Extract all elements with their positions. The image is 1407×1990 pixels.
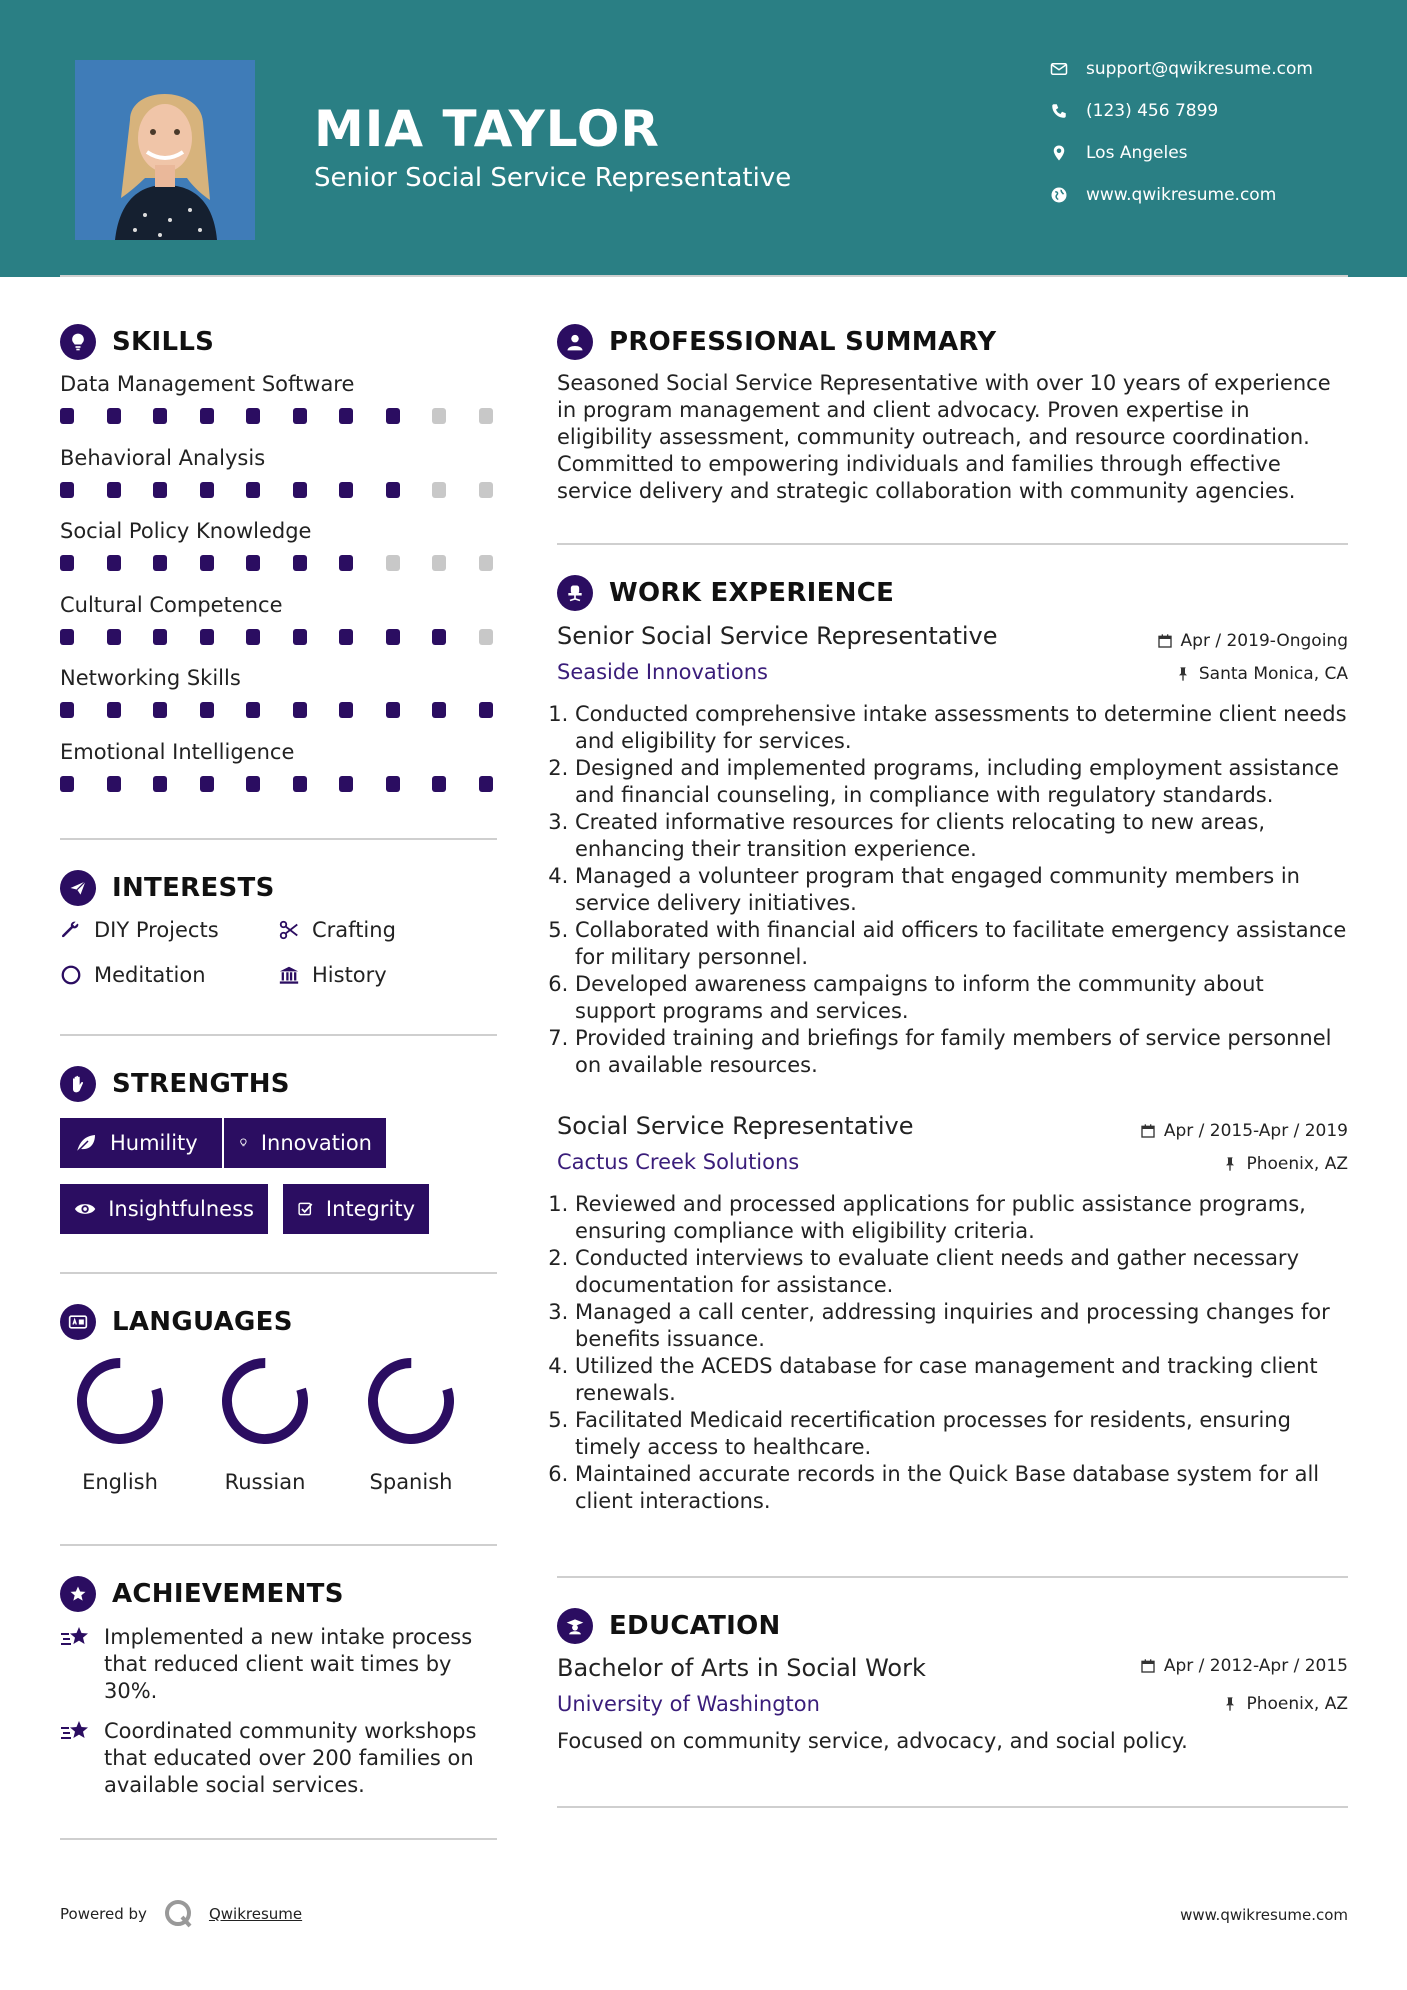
strengths-heading xyxy=(60,1066,290,1102)
achievements-divider xyxy=(60,1838,497,1840)
skill-dot-filled xyxy=(339,702,353,718)
skill-dot-empty xyxy=(432,555,446,571)
skill-dot-filled xyxy=(246,482,260,498)
skill-dot-filled xyxy=(200,555,214,571)
skill-dot-filled xyxy=(339,482,353,498)
interest-label: History xyxy=(312,963,387,987)
skill-dot-filled xyxy=(60,408,74,424)
skill-dot-filled xyxy=(200,482,214,498)
interest-label: Meditation xyxy=(94,963,206,987)
job-location-text: Phoenix, AZ xyxy=(1246,1154,1348,1174)
language-name: Russian xyxy=(224,1470,306,1494)
education-heading xyxy=(557,1608,781,1644)
skill-dot-empty xyxy=(432,408,446,424)
job-bullet: 4. Utilized the ACEDS database for case management and tracking client renewals. xyxy=(575,1353,1348,1407)
skill-dot-filled xyxy=(339,629,353,645)
achievement-text: Coordinated community workshops that educated over 200 families on available social services. xyxy=(104,1719,477,1797)
education-divider xyxy=(557,1806,1348,1808)
skill-dot-empty xyxy=(479,629,493,645)
skill-level-dots xyxy=(60,482,497,498)
phone-icon xyxy=(1050,102,1068,120)
skill-dot-filled xyxy=(107,482,121,498)
achievement-item xyxy=(60,1624,497,1705)
skill-dot-filled xyxy=(386,702,400,718)
skill-dot-filled xyxy=(479,776,493,792)
contact-website[interactable] xyxy=(1050,185,1276,205)
skill-dot-filled xyxy=(200,776,214,792)
language-item xyxy=(210,1356,320,1494)
language-progress-arc xyxy=(75,1356,165,1446)
strengths-title: STRENGTHS xyxy=(112,1069,290,1099)
eye-icon xyxy=(74,1197,96,1221)
strength-label: Humility xyxy=(110,1131,198,1155)
job-bullet: 3. Managed a call center, addressing inquiries and processing changes for benefits issuance. xyxy=(575,1299,1348,1353)
job-bullet: 6. Developed awareness campaigns to inform the community about support programs and services. xyxy=(575,971,1348,1025)
language-progress-ring xyxy=(75,1356,165,1446)
strength-tag xyxy=(224,1118,386,1168)
skill-dot-filled xyxy=(153,482,167,498)
footer-brand-link[interactable]: Qwikresume xyxy=(208,1905,303,1923)
star-badge-icon xyxy=(60,1576,96,1612)
skill-dot-filled xyxy=(293,408,307,424)
achievement-text: Implemented a new intake process that reduced client wait times by 30%. xyxy=(104,1625,473,1703)
candidate-title: Senior Social Service Representative xyxy=(314,163,792,193)
job-bullet: 5. Facilitated Medicaid recertification processes for residents, ensuring timely access to healthcare. xyxy=(575,1407,1348,1461)
job-bullet: 1. Reviewed and processed applications for public assistance programs, ensuring compliance with eligibility criteria. xyxy=(575,1191,1348,1245)
skill-dot-filled xyxy=(386,629,400,645)
lightbulb-icon xyxy=(238,1131,249,1155)
strength-label: Innovation xyxy=(260,1131,372,1155)
summary-heading xyxy=(557,324,996,360)
skill-name: Cultural Competence xyxy=(60,593,283,617)
skill-dot-empty xyxy=(479,555,493,571)
skill-dot-empty xyxy=(386,555,400,571)
footer-url[interactable]: www.qwikresume.com xyxy=(1180,1906,1348,1924)
skill-name: Networking Skills xyxy=(60,666,241,690)
job-bullet: 5. Collaborated with financial aid officers to facilitate emergency assistance for military personnel. xyxy=(575,917,1348,971)
skill-dot-filled xyxy=(293,482,307,498)
achievements-heading xyxy=(60,1576,344,1612)
scissors-icon xyxy=(278,919,300,941)
job-location-text: Santa Monica, CA xyxy=(1198,664,1348,684)
qwikresume-logo-icon xyxy=(163,1898,195,1930)
summary-text: Seasoned Social Service Representative with over 10 years of experience in program management and client advocacy. Proven expertise in eligibility assessment, community outreach, and resource coordination. Committed to empowering individuals and families through effective service delivery and strategic collaboration with community agencies. xyxy=(557,371,1331,503)
skill-dot-filled xyxy=(60,776,74,792)
skill-dot-filled xyxy=(107,702,121,718)
interests-divider xyxy=(60,1034,497,1036)
language-name: Spanish xyxy=(369,1470,453,1494)
job-dates-text: Apr / 2019-Ongoing xyxy=(1180,631,1348,651)
skill-dot-filled xyxy=(107,555,121,571)
strengths-divider xyxy=(60,1272,497,1274)
education-text: Focused on community service, advocacy, and social policy. xyxy=(557,1729,1188,1753)
languages-title: LANGUAGES xyxy=(112,1307,293,1337)
skill-dot-filled xyxy=(200,702,214,718)
contact-phone-text: (123) 456 7899 xyxy=(1086,101,1219,121)
skill-dot-filled xyxy=(107,629,121,645)
skill-dot-filled xyxy=(60,482,74,498)
skill-dot-filled xyxy=(293,776,307,792)
company-name: Cactus Creek Solutions xyxy=(557,1150,800,1174)
education-location xyxy=(1222,1694,1348,1714)
leaf-icon xyxy=(74,1131,98,1155)
interest-item xyxy=(60,963,206,987)
education-title: EDUCATION xyxy=(609,1611,781,1641)
job-dates-text: Apr / 2015-Apr / 2019 xyxy=(1163,1121,1348,1141)
skills-title: SKILLS xyxy=(112,327,215,357)
header-divider xyxy=(60,275,1348,277)
contact-location-text: Los Angeles xyxy=(1086,143,1188,163)
skill-dot-filled xyxy=(246,776,260,792)
skill-dot-filled xyxy=(200,408,214,424)
skill-dot-empty xyxy=(479,482,493,498)
skill-dot-filled xyxy=(107,776,121,792)
skill-dot-filled xyxy=(153,776,167,792)
job-title: Social Service Representative xyxy=(557,1112,914,1140)
skill-dot-filled xyxy=(339,555,353,571)
summary-divider xyxy=(557,543,1348,545)
skill-dot-filled xyxy=(200,629,214,645)
contact-website-text: www.qwikresume.com xyxy=(1086,185,1277,205)
job-bullet: 6. Maintained accurate records in the Quick Base database system for all client interactions. xyxy=(575,1461,1348,1515)
pushpin-icon xyxy=(1222,1696,1238,1712)
calendar-icon xyxy=(1140,1123,1156,1139)
skill-level-dots xyxy=(60,555,497,571)
user-icon xyxy=(557,324,593,360)
interests-heading xyxy=(60,870,275,906)
interest-label: Crafting xyxy=(312,918,396,942)
contact-phone[interactable] xyxy=(1050,101,1218,121)
skill-dot-filled xyxy=(153,555,167,571)
calendar-icon xyxy=(1140,1658,1156,1674)
skill-dot-empty xyxy=(432,482,446,498)
skill-dot-filled xyxy=(339,776,353,792)
contact-email-text: support@qwikresume.com xyxy=(1086,59,1313,79)
skill-dot-filled xyxy=(293,702,307,718)
interest-item xyxy=(278,963,387,987)
languages-heading xyxy=(60,1304,293,1340)
powered-by-label: Powered by xyxy=(60,1905,147,1923)
skill-dot-filled xyxy=(153,408,167,424)
language-item xyxy=(65,1356,175,1494)
profile-photo xyxy=(75,60,255,240)
skill-dot-filled xyxy=(339,408,353,424)
office-chair-icon xyxy=(557,575,593,611)
skills-divider xyxy=(60,838,497,840)
education-dates-text: Apr / 2012-Apr / 2015 xyxy=(1163,1656,1348,1676)
skill-dot-filled xyxy=(246,702,260,718)
envelope-icon xyxy=(1050,60,1068,78)
contact-email[interactable] xyxy=(1050,59,1313,79)
skill-dot-filled xyxy=(293,555,307,571)
education-location-text: Phoenix, AZ xyxy=(1246,1694,1348,1714)
candidate-name: MIA TAYLOR xyxy=(314,100,660,158)
job-dates xyxy=(1157,631,1348,651)
job-location xyxy=(1222,1154,1348,1174)
skill-dot-filled xyxy=(246,408,260,424)
wrench-icon xyxy=(60,919,82,941)
summary-title: PROFESSIONAL SUMMARY xyxy=(609,327,997,357)
id-card-icon xyxy=(60,1304,96,1340)
lightbulb-icon xyxy=(60,324,96,360)
skill-level-dots xyxy=(60,629,497,645)
language-progress-arc xyxy=(366,1356,456,1446)
interest-item xyxy=(278,918,396,942)
calendar-icon xyxy=(1157,633,1173,649)
job-bullet: 7. Provided training and briefings for family members of service personnel on available resources. xyxy=(575,1025,1348,1079)
degree-title: Bachelor of Arts in Social Work xyxy=(557,1654,926,1682)
experience-heading xyxy=(557,575,894,611)
company-name: Seaside Innovations xyxy=(557,660,768,684)
interest-item xyxy=(60,918,219,942)
job-bullet: 2. Conducted interviews to evaluate client needs and gather necessary documentation for assistance. xyxy=(575,1245,1348,1299)
skill-dot-filled xyxy=(293,629,307,645)
globe-icon xyxy=(1050,186,1068,204)
circle-icon xyxy=(60,964,82,986)
museum-icon xyxy=(278,964,300,986)
skills-heading xyxy=(60,324,214,360)
skill-level-dots xyxy=(60,702,497,718)
language-progress-ring xyxy=(220,1356,310,1446)
interest-label: DIY Projects xyxy=(94,918,219,942)
achievements-title: ACHIEVEMENTS xyxy=(112,1579,344,1609)
skill-dot-filled xyxy=(479,702,493,718)
skill-dot-filled xyxy=(386,482,400,498)
job-bullet: 2. Designed and implemented programs, including employment assistance and financial counseling, in compliance with regulatory standards. xyxy=(575,755,1348,809)
strength-label: Insightfulness xyxy=(108,1197,254,1221)
skill-dot-filled xyxy=(153,702,167,718)
languages-divider xyxy=(60,1544,497,1546)
language-progress-arc xyxy=(220,1356,310,1446)
skill-dot-filled xyxy=(432,776,446,792)
experience-divider xyxy=(557,1576,1348,1578)
job-bullet: 1. Conducted comprehensive intake assessments to determine client needs and eligibility for services. xyxy=(575,701,1348,755)
skill-name: Emotional Intelligence xyxy=(60,740,295,764)
experience-title: WORK EXPERIENCE xyxy=(609,578,895,608)
paper-plane-icon xyxy=(60,870,96,906)
achievement-item xyxy=(60,1718,497,1799)
footer-powered-by xyxy=(60,1898,302,1930)
skill-name: Data Management Software xyxy=(60,372,355,396)
graduate-icon xyxy=(557,1608,593,1644)
skill-dot-filled xyxy=(432,702,446,718)
language-progress-ring xyxy=(366,1356,456,1446)
job-bullet: 3. Created informative resources for clients relocating to new areas, enhancing their transition experience. xyxy=(575,809,1348,863)
skill-dot-filled xyxy=(153,629,167,645)
skill-dot-filled xyxy=(386,776,400,792)
job-bullet: 4. Managed a volunteer program that engaged community members in service delivery initiatives. xyxy=(575,863,1348,917)
skill-dot-filled xyxy=(60,629,74,645)
job-bullets xyxy=(557,701,1348,1079)
job-bullets xyxy=(557,1191,1348,1515)
skill-dot-filled xyxy=(60,555,74,571)
shooting-star-icon xyxy=(60,1624,92,1652)
shooting-star-icon xyxy=(60,1718,92,1746)
education-dates xyxy=(1140,1656,1348,1676)
job-dates xyxy=(1140,1121,1348,1141)
skill-dot-filled xyxy=(246,629,260,645)
strength-tag xyxy=(283,1184,429,1234)
job-location xyxy=(1175,664,1348,684)
skill-level-dots xyxy=(60,776,497,792)
language-name: English xyxy=(82,1470,158,1494)
skill-dot-filled xyxy=(432,629,446,645)
skill-dot-filled xyxy=(107,408,121,424)
strength-tag xyxy=(60,1118,222,1168)
skill-dot-filled xyxy=(246,555,260,571)
school-name: University of Washington xyxy=(557,1692,820,1716)
skill-name: Social Policy Knowledge xyxy=(60,519,312,543)
skill-level-dots xyxy=(60,408,497,424)
contact-location xyxy=(1050,143,1188,163)
hand-icon xyxy=(60,1066,96,1102)
language-item xyxy=(356,1356,466,1494)
pushpin-icon xyxy=(1175,666,1191,682)
job-title: Senior Social Service Representative xyxy=(557,622,998,650)
resume-header xyxy=(0,0,1407,277)
skill-name: Behavioral Analysis xyxy=(60,446,266,470)
strength-tag xyxy=(60,1184,268,1234)
skill-dot-filled xyxy=(60,702,74,718)
location-pin-icon xyxy=(1050,144,1068,162)
checkbox-icon xyxy=(297,1197,314,1221)
pushpin-icon xyxy=(1222,1156,1238,1172)
skill-dot-filled xyxy=(386,408,400,424)
skill-dot-empty xyxy=(479,408,493,424)
strength-label: Integrity xyxy=(325,1197,415,1221)
interests-title: INTERESTS xyxy=(112,873,275,903)
